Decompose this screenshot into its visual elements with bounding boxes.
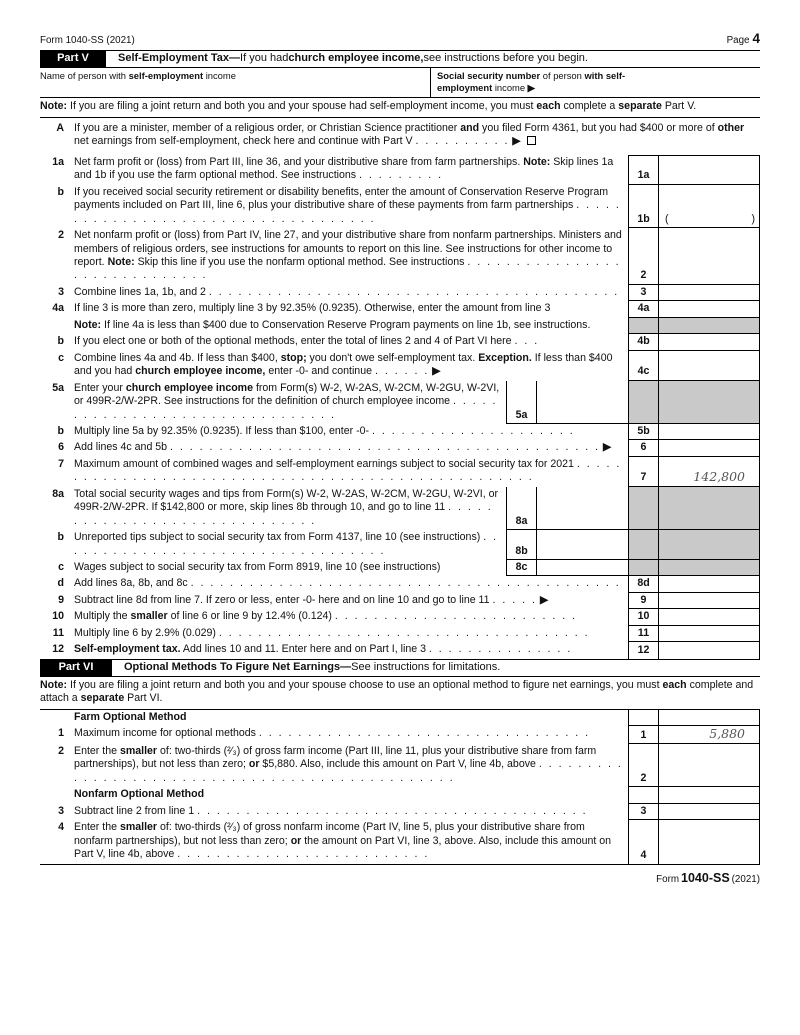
p5-row-8a	[40, 487, 760, 530]
paren-open: (	[665, 212, 669, 225]
dot-leader: . . . . . .	[374, 365, 430, 378]
dot-leader: . . . . . . . . . . . . . . . . . . . . . . . . . . . . . . . . . . . .	[74, 199, 621, 225]
paren-close: )	[751, 212, 755, 225]
text-segment: you don't owe self-employment tax.	[306, 351, 479, 364]
text-segment: ▶	[509, 135, 521, 148]
line-number-box: 8d	[628, 576, 658, 592]
dot-leader: . . . . . . . . . . . . . . . . . . . . . . . . . .	[177, 848, 430, 861]
p5-row-11	[40, 626, 760, 642]
text-segment: Combine lines 4a and 4b. If less than $400,	[74, 351, 281, 364]
amount-cell	[658, 710, 760, 726]
line-number-box: 9	[628, 593, 658, 609]
p6-row-3	[40, 804, 760, 820]
page-label: Page	[726, 35, 750, 46]
line-item-number: b	[57, 531, 64, 544]
text-segment: or	[290, 834, 302, 847]
line-number-box: 12	[628, 642, 658, 658]
amount-cell[interactable]	[658, 351, 760, 381]
p5-row-8d	[40, 576, 760, 592]
amount-cell[interactable]	[658, 334, 760, 350]
line-number-box: 11	[628, 626, 658, 642]
line-item-text	[74, 457, 628, 487]
p6-row-farm-heading	[40, 710, 760, 726]
text-segment: ▶	[429, 365, 441, 378]
name-of-person-label	[40, 70, 426, 82]
text-segment: of: two-thirds (²⁄₃) of gross farm income (Part III, line 11, plus your distributive share from farm partnerships), but not less than zero;	[74, 744, 597, 771]
inner-line-number-box: 8b	[506, 530, 536, 560]
line-item-text	[74, 744, 628, 787]
text-segment: church employee income	[125, 381, 253, 394]
amount-cell	[658, 318, 760, 334]
form-id-header: Form 1040-SS (2021)	[40, 35, 135, 46]
line-item-text	[74, 560, 506, 576]
name-ssn-row	[40, 68, 760, 98]
line-number-box: 6	[628, 440, 658, 456]
line-item-text	[74, 155, 628, 185]
line-number-box: 3	[628, 804, 658, 820]
line-item-text	[74, 626, 628, 642]
line-item-number: 3	[58, 804, 64, 817]
text-segment: $5,880. Also, include this amount on Part V, line 4b, above	[259, 758, 539, 771]
dot-leader: . . . . . . . . . . . . . . . . . . . . . . . . . . . . . . . . . .	[258, 727, 591, 740]
amount-cell[interactable]	[658, 440, 760, 456]
text-segment: Maximum income for optional methods	[74, 727, 259, 740]
dot-leader: . . . . . . . . . . . . . . . . . . . . . . . . . . . . . . . . . . . . . . . .	[197, 804, 588, 817]
text-segment: Add lines 8a, 8b, and 8c	[74, 577, 191, 590]
dot-leader: . . . . . . . . . . . . . . .	[428, 643, 573, 656]
dot-leader: . . . . . . . . . . . . . . . . . . . . . . . . .	[334, 610, 578, 623]
line-item-number: 4	[58, 821, 64, 834]
line-number-box	[628, 381, 658, 424]
text-segment: Note:	[523, 155, 551, 168]
text-segment: Note:	[40, 678, 68, 691]
text-segment: of person	[540, 70, 585, 82]
part-vi-label: Part VI	[40, 660, 112, 676]
line-number-box	[628, 318, 658, 334]
inner-line-number-box: 8c	[506, 560, 536, 576]
line-number-box	[628, 560, 658, 576]
line-item-text	[74, 381, 506, 424]
part-v-label: Part V	[40, 51, 106, 67]
line-item-text	[74, 820, 628, 863]
line-item-number: 2	[58, 229, 64, 242]
text-segment: Total social security wages and tips from Form(s) W-2, W-2AS, W-2CM, W-2GU, W-2VI, or 499R-2/W-2PR. If $142,800 or more, skip lines 8b through 10, and go to line 11	[74, 487, 499, 514]
line-item-number: 10	[52, 610, 64, 623]
amount-cell[interactable]	[658, 424, 760, 440]
dot-leader: . . . . .	[492, 593, 537, 606]
text-segment: with self-employment	[437, 70, 626, 94]
line-number-box: 10	[628, 609, 658, 625]
line-item-number	[40, 787, 74, 803]
line-item-number	[40, 318, 74, 334]
text-segment: Skip this line if you use the nonfarm optional method. See instructions	[134, 255, 468, 268]
amount-cell[interactable]	[658, 285, 760, 301]
amount-cell[interactable]	[658, 457, 760, 487]
text-segment: Optional Methods To Figure Net Earnings—	[124, 660, 352, 673]
line-item-text	[74, 351, 628, 381]
text-segment: Maximum amount of combined wages and self-employment earnings subject to social security tax for 2021	[74, 457, 577, 470]
line-item-number: b	[57, 185, 64, 198]
p5-row-A	[40, 118, 760, 155]
text-segment: net earnings from self-employment, check here and continue with Part V	[74, 135, 416, 148]
line-item-text	[74, 424, 628, 440]
text-segment: See instructions for limitations.	[351, 660, 501, 673]
text-segment: If less than $400 and you had	[74, 351, 613, 378]
line-item-number: 3	[58, 285, 64, 298]
text-segment: ▶	[537, 593, 549, 606]
line-item-text	[74, 726, 628, 744]
inner-amount-cell[interactable]	[536, 560, 628, 576]
text-segment: Net farm profit or (loss) from Part III, line 36, and your distributive share from farm partnerships.	[74, 155, 524, 168]
text-segment: Note:	[40, 100, 68, 113]
p5-row-7	[40, 457, 760, 487]
line-item-text	[74, 710, 628, 726]
text-segment: Multiply the	[74, 610, 131, 623]
inner-amount-cell[interactable]	[536, 381, 628, 424]
p5-row-5b	[40, 424, 760, 440]
line-number-box: 1b	[628, 185, 658, 228]
line-item-text	[74, 530, 506, 560]
text-segment: the amount on Part VI, line 3, above. Also, include this amount on Part V, line 4b, above	[74, 834, 612, 861]
line-item-number: 2	[58, 744, 64, 757]
amount-cell[interactable]	[658, 820, 760, 863]
p5-row-6	[40, 440, 760, 456]
part-v-rows	[40, 118, 760, 659]
text-segment: If you are filing a joint return and both you and your spouse choose to use an optional method to figure net earnings, you must	[67, 678, 663, 691]
line-item-number: 1a	[52, 155, 64, 168]
text-segment: Self-Employment Tax—	[118, 52, 241, 65]
text-segment: and	[460, 121, 480, 134]
line-number-box: 2	[628, 228, 658, 285]
line-item-number: 6	[58, 441, 64, 454]
p5-row-1b	[40, 185, 760, 228]
amount-cell[interactable]	[658, 155, 760, 185]
text-segment: Name of person with	[40, 70, 129, 82]
amount-cell[interactable]	[658, 804, 760, 820]
page-number	[727, 30, 760, 47]
line-item-text	[74, 334, 628, 350]
line-number-box	[628, 787, 658, 803]
line-item-number: c	[58, 561, 64, 574]
text-segment: complete a	[560, 100, 619, 113]
amount-cell	[658, 787, 760, 803]
dot-leader: . . . . . . . . . . . . . . . . . . . . .	[371, 424, 575, 437]
text-segment: separate	[618, 100, 662, 113]
line-number-box: 1a	[628, 155, 658, 185]
footer-form-label: Form	[656, 873, 680, 885]
part-vi-header-band	[40, 659, 760, 677]
page-footer	[40, 871, 760, 887]
text-segment: Part V.	[661, 100, 697, 113]
text-segment: or	[248, 758, 260, 771]
text-segment: smaller	[130, 610, 168, 623]
text-segment: self-employment	[128, 70, 204, 82]
inner-amount-cell[interactable]	[536, 487, 628, 530]
amount-cell[interactable]	[658, 744, 760, 787]
text-segment: ▶	[600, 441, 612, 454]
text-segment: of line 6 or line 9 by 12.4% (0.124)	[167, 610, 335, 623]
dot-leader: . . . . . . . . . . . . . . . . . . . . . . . . . . . . . . . . . . . . . . . . . . . .	[190, 577, 621, 590]
dot-leader: . . . . . . . . . . . . . . . . . . . . . . . . . . . . . .	[74, 255, 621, 282]
ssn-field[interactable]	[430, 68, 760, 97]
text-segment: If you elect one or both of the optional methods, enter the total of lines 2 and 4 of Part VI here	[74, 335, 515, 348]
amount-cell[interactable]	[658, 228, 760, 285]
name-of-person-field[interactable]	[40, 68, 430, 97]
text-segment: of: two-thirds (²⁄₃) of gross nonfarm income (Part IV, line 5, plus your distributive share from nonfarm partnerships), but not less than zero;	[74, 821, 585, 847]
amount-cell[interactable]	[658, 609, 760, 625]
part-v-header-band	[40, 50, 760, 68]
footer-form-year: (2021)	[731, 873, 760, 885]
text-segment: Exception.	[478, 351, 532, 364]
line-item-number: 9	[58, 593, 64, 606]
checkbox[interactable]	[527, 136, 536, 145]
line-item-text	[74, 285, 628, 301]
line-item-text	[74, 576, 628, 592]
line-number-box: 4a	[628, 301, 658, 317]
text-segment: ▶	[527, 82, 535, 94]
line-number-box: 4c	[628, 351, 658, 381]
text-segment: Note:	[74, 318, 102, 331]
amount-cell[interactable]	[658, 576, 760, 592]
amount-value: 5,880	[709, 726, 745, 742]
inner-line-number-box: 8a	[506, 487, 536, 530]
text-segment: smaller	[119, 744, 158, 757]
line-item-number: 7	[58, 457, 64, 470]
p5-row-4c	[40, 351, 760, 381]
dot-leader: . . . . . . . . . . . . . . . . . . . . . . . . . . . . . . . . . . . . . . . . . . . . . . . .	[74, 758, 623, 784]
line-item-text	[74, 318, 628, 334]
dot-leader: . . . . . . . . . . . . . . . . . . . . . . . . . . . . . . . . . . . . . . . . . . . . . . . . . . . .	[74, 457, 622, 484]
dot-leader: . . . . . . . . . . . . . . . . . . . . . . . . . . . . . . . . . . . . . . . . . .	[208, 285, 620, 298]
part-vi-rows	[40, 710, 760, 865]
amount-cell[interactable]	[658, 185, 760, 228]
p6-row-1	[40, 726, 760, 744]
text-segment: Add lines 4c and 5b	[74, 441, 171, 454]
line-item-text	[74, 487, 506, 530]
p5-row-3	[40, 285, 760, 301]
text-segment: Skip lines 1a and 1b if you use the farm optional method. See instructions	[74, 155, 614, 182]
p5-row-8c	[40, 560, 760, 576]
amount-cell	[658, 487, 760, 530]
line-number-box	[628, 487, 658, 530]
line-item-text	[74, 121, 760, 151]
text-segment: each	[536, 100, 561, 113]
line-number-box: 4	[628, 820, 658, 863]
text-segment: Enter the	[74, 744, 120, 757]
p6-row-nonfarm-heading	[40, 787, 760, 803]
line-item-text	[74, 440, 628, 456]
text-segment: each	[662, 678, 687, 691]
text-segment: If you received social security retirement or disability benefits, enter the amount of Conservation Reserve Program payments included on Part III, line 6, plus your distributive share of these payments from farm partnerships	[74, 185, 609, 212]
text-segment: If you are filing a joint return and both you and your spouse had self-employment income, you must	[67, 100, 537, 113]
line-item-number: 11	[52, 626, 64, 639]
p5-row-1a	[40, 155, 760, 185]
line-item-text	[74, 301, 628, 317]
line-item-number	[40, 710, 74, 726]
line-item-number: b	[57, 424, 64, 437]
text-segment: income	[492, 82, 528, 94]
p5-row-10	[40, 609, 760, 625]
footer-form-number: 1040-SS	[681, 870, 730, 885]
page-number-value: 4	[752, 31, 760, 46]
text-segment: Wages subject to social security tax from Form 8919, line 10 (see instructions)	[74, 561, 441, 574]
text-segment: If you are a minister, member of a religious order, or Christian Science practitioner	[74, 121, 461, 134]
text-segment: Net nonfarm profit or (loss) from Part IV, line 27, and your distributive share from nonfarm partnerships. Ministers and members of religious orders, see instructions for amounts to report on this line. See instructions for other income to report.	[74, 229, 622, 268]
text-segment: Self-employment tax.	[74, 643, 181, 656]
text-segment: Enter your	[74, 381, 126, 394]
line-item-text	[74, 642, 628, 658]
text-segment: separate	[80, 692, 125, 705]
text-segment: If line 3 is more than zero, multiply line 3 by 92.35% (0.9235). Otherwise, enter the amount from line 3	[74, 302, 551, 315]
line-item-number: 1	[58, 727, 64, 740]
dot-leader: . . . . . . . . . . . . . . . . . . . . . . . . . . . . . . . . . . . . . .	[218, 626, 590, 639]
text-segment: enter -0- and continue	[265, 365, 375, 378]
line-item-text	[74, 228, 628, 285]
line-item-number: 8a	[52, 487, 64, 500]
line-number-box: 2	[628, 744, 658, 787]
text-segment: Subtract line 2 from line 1	[74, 804, 198, 817]
amount-value: 142,800	[693, 468, 745, 484]
text-segment: Social security number	[437, 70, 541, 82]
inner-line-number-box: 5a	[506, 381, 536, 424]
dot-leader: . . . . . . . . . . . . . . . . . . . . . . . . . . . . . . . . . . . . . . . . . . . .	[170, 441, 601, 454]
p5-row-4a-note	[40, 318, 760, 334]
line-item-number: d	[57, 577, 64, 590]
text-segment: income	[203, 70, 236, 82]
line-number-box: 1	[628, 726, 658, 744]
line-item-text	[74, 787, 628, 803]
line-item-number: 4a	[52, 302, 64, 315]
text-segment: Part VI.	[124, 692, 163, 705]
line-number-box: 7	[628, 457, 658, 487]
line-item-text	[74, 609, 628, 625]
p5-row-4a	[40, 301, 760, 317]
part-v-note	[40, 98, 760, 117]
line-item-number: 12	[52, 643, 64, 656]
p5-row-2	[40, 228, 760, 285]
page-header	[40, 30, 760, 50]
dot-leader: . . .	[514, 335, 540, 348]
p5-row-12	[40, 642, 760, 658]
text-segment: other	[717, 121, 745, 134]
amount-cell[interactable]	[658, 642, 760, 658]
text-segment: Farm Optional Method	[74, 710, 187, 723]
line-item-text	[74, 804, 628, 820]
p5-row-4b	[40, 334, 760, 350]
amount-cell[interactable]	[658, 301, 760, 317]
amount-cell[interactable]	[658, 726, 760, 744]
text-segment: stop;	[280, 351, 307, 364]
line-item-number: 5a	[52, 381, 64, 394]
amount-cell[interactable]	[658, 626, 760, 642]
text-segment: Nonfarm Optional Method	[74, 788, 205, 801]
text-segment: Add lines 10 and 11. Enter here and on Part I, line 3	[180, 643, 429, 656]
line-number-box: 3	[628, 285, 658, 301]
dot-leader: . . . . . . . . . . . . . . . . . . . . . . . . . . . . . .	[74, 501, 493, 527]
dot-leader: . . . . . . . . . . . . . . . . . . . . . . . . . . . . . . . .	[74, 395, 498, 421]
text-segment: complete and attach a	[40, 678, 754, 705]
text-segment: church employee income,	[288, 52, 424, 65]
text-segment: Combine lines 1a, 1b, and 2	[74, 285, 209, 298]
dot-leader: . . . . . . . . . . . . . . . . . . . . . . . . . . . . . . . . . .	[74, 531, 499, 557]
text-segment: Unreported tips subject to social security tax from Form 4137, line 10 (see instructions)	[74, 531, 484, 544]
text-segment: see instructions before you begin.	[423, 52, 588, 65]
text-segment: you filed Form 4361, but you had $400 or more of	[479, 121, 718, 134]
part-vi-title	[112, 660, 500, 676]
text-segment: Enter the	[74, 821, 120, 834]
amount-cell	[658, 560, 760, 576]
line-number-box: 4b	[628, 334, 658, 350]
text-segment: smaller	[119, 821, 158, 834]
p6-row-2	[40, 744, 760, 787]
text-segment: If line 4a is less than $400 due to Conservation Reserve Program payments on line 1b, see instructions.	[101, 318, 591, 331]
ssn-label	[437, 70, 649, 94]
p5-row-5a	[40, 381, 760, 424]
text-segment: church employee income,	[135, 365, 266, 378]
amount-cell	[658, 530, 760, 560]
text-segment: Subtract line 8d from line 7. If zero or less, enter -0- here and on line 10 and go to line 11	[74, 593, 493, 606]
line-item-number: b	[57, 335, 64, 348]
line-item-number: A	[56, 121, 64, 134]
text-segment: If you had	[240, 52, 289, 65]
text-segment: from Form(s) W-2, W-2AS, W-2CM, W-2GU, W-2VI, or 499R-2/W-2PR. See instructions for the definition of church employee income	[74, 381, 500, 408]
dot-leader: . . . . . . . . .	[359, 169, 444, 182]
line-item-number: c	[58, 351, 64, 364]
part-vi-note	[40, 677, 760, 710]
line-number-box: 5b	[628, 424, 658, 440]
amount-cell[interactable]	[658, 593, 760, 609]
line-number-box	[628, 710, 658, 726]
line-item-text	[74, 185, 628, 228]
p5-row-8b	[40, 530, 760, 560]
text-segment: Multiply line 5a by 92.35% (0.9235). If less than $100, enter -0-	[74, 424, 372, 437]
text-segment: Multiply line 6 by 2.9% (0.029)	[74, 626, 219, 639]
inner-amount-cell[interactable]	[536, 530, 628, 560]
text-segment: Note:	[107, 255, 135, 268]
dot-leader: . . . . . . . . . .	[415, 135, 510, 148]
p5-row-9	[40, 593, 760, 609]
part-v-title	[106, 51, 588, 67]
p6-row-4	[40, 820, 760, 863]
line-item-text	[74, 593, 628, 609]
line-number-box	[628, 530, 658, 560]
amount-cell	[658, 381, 760, 424]
